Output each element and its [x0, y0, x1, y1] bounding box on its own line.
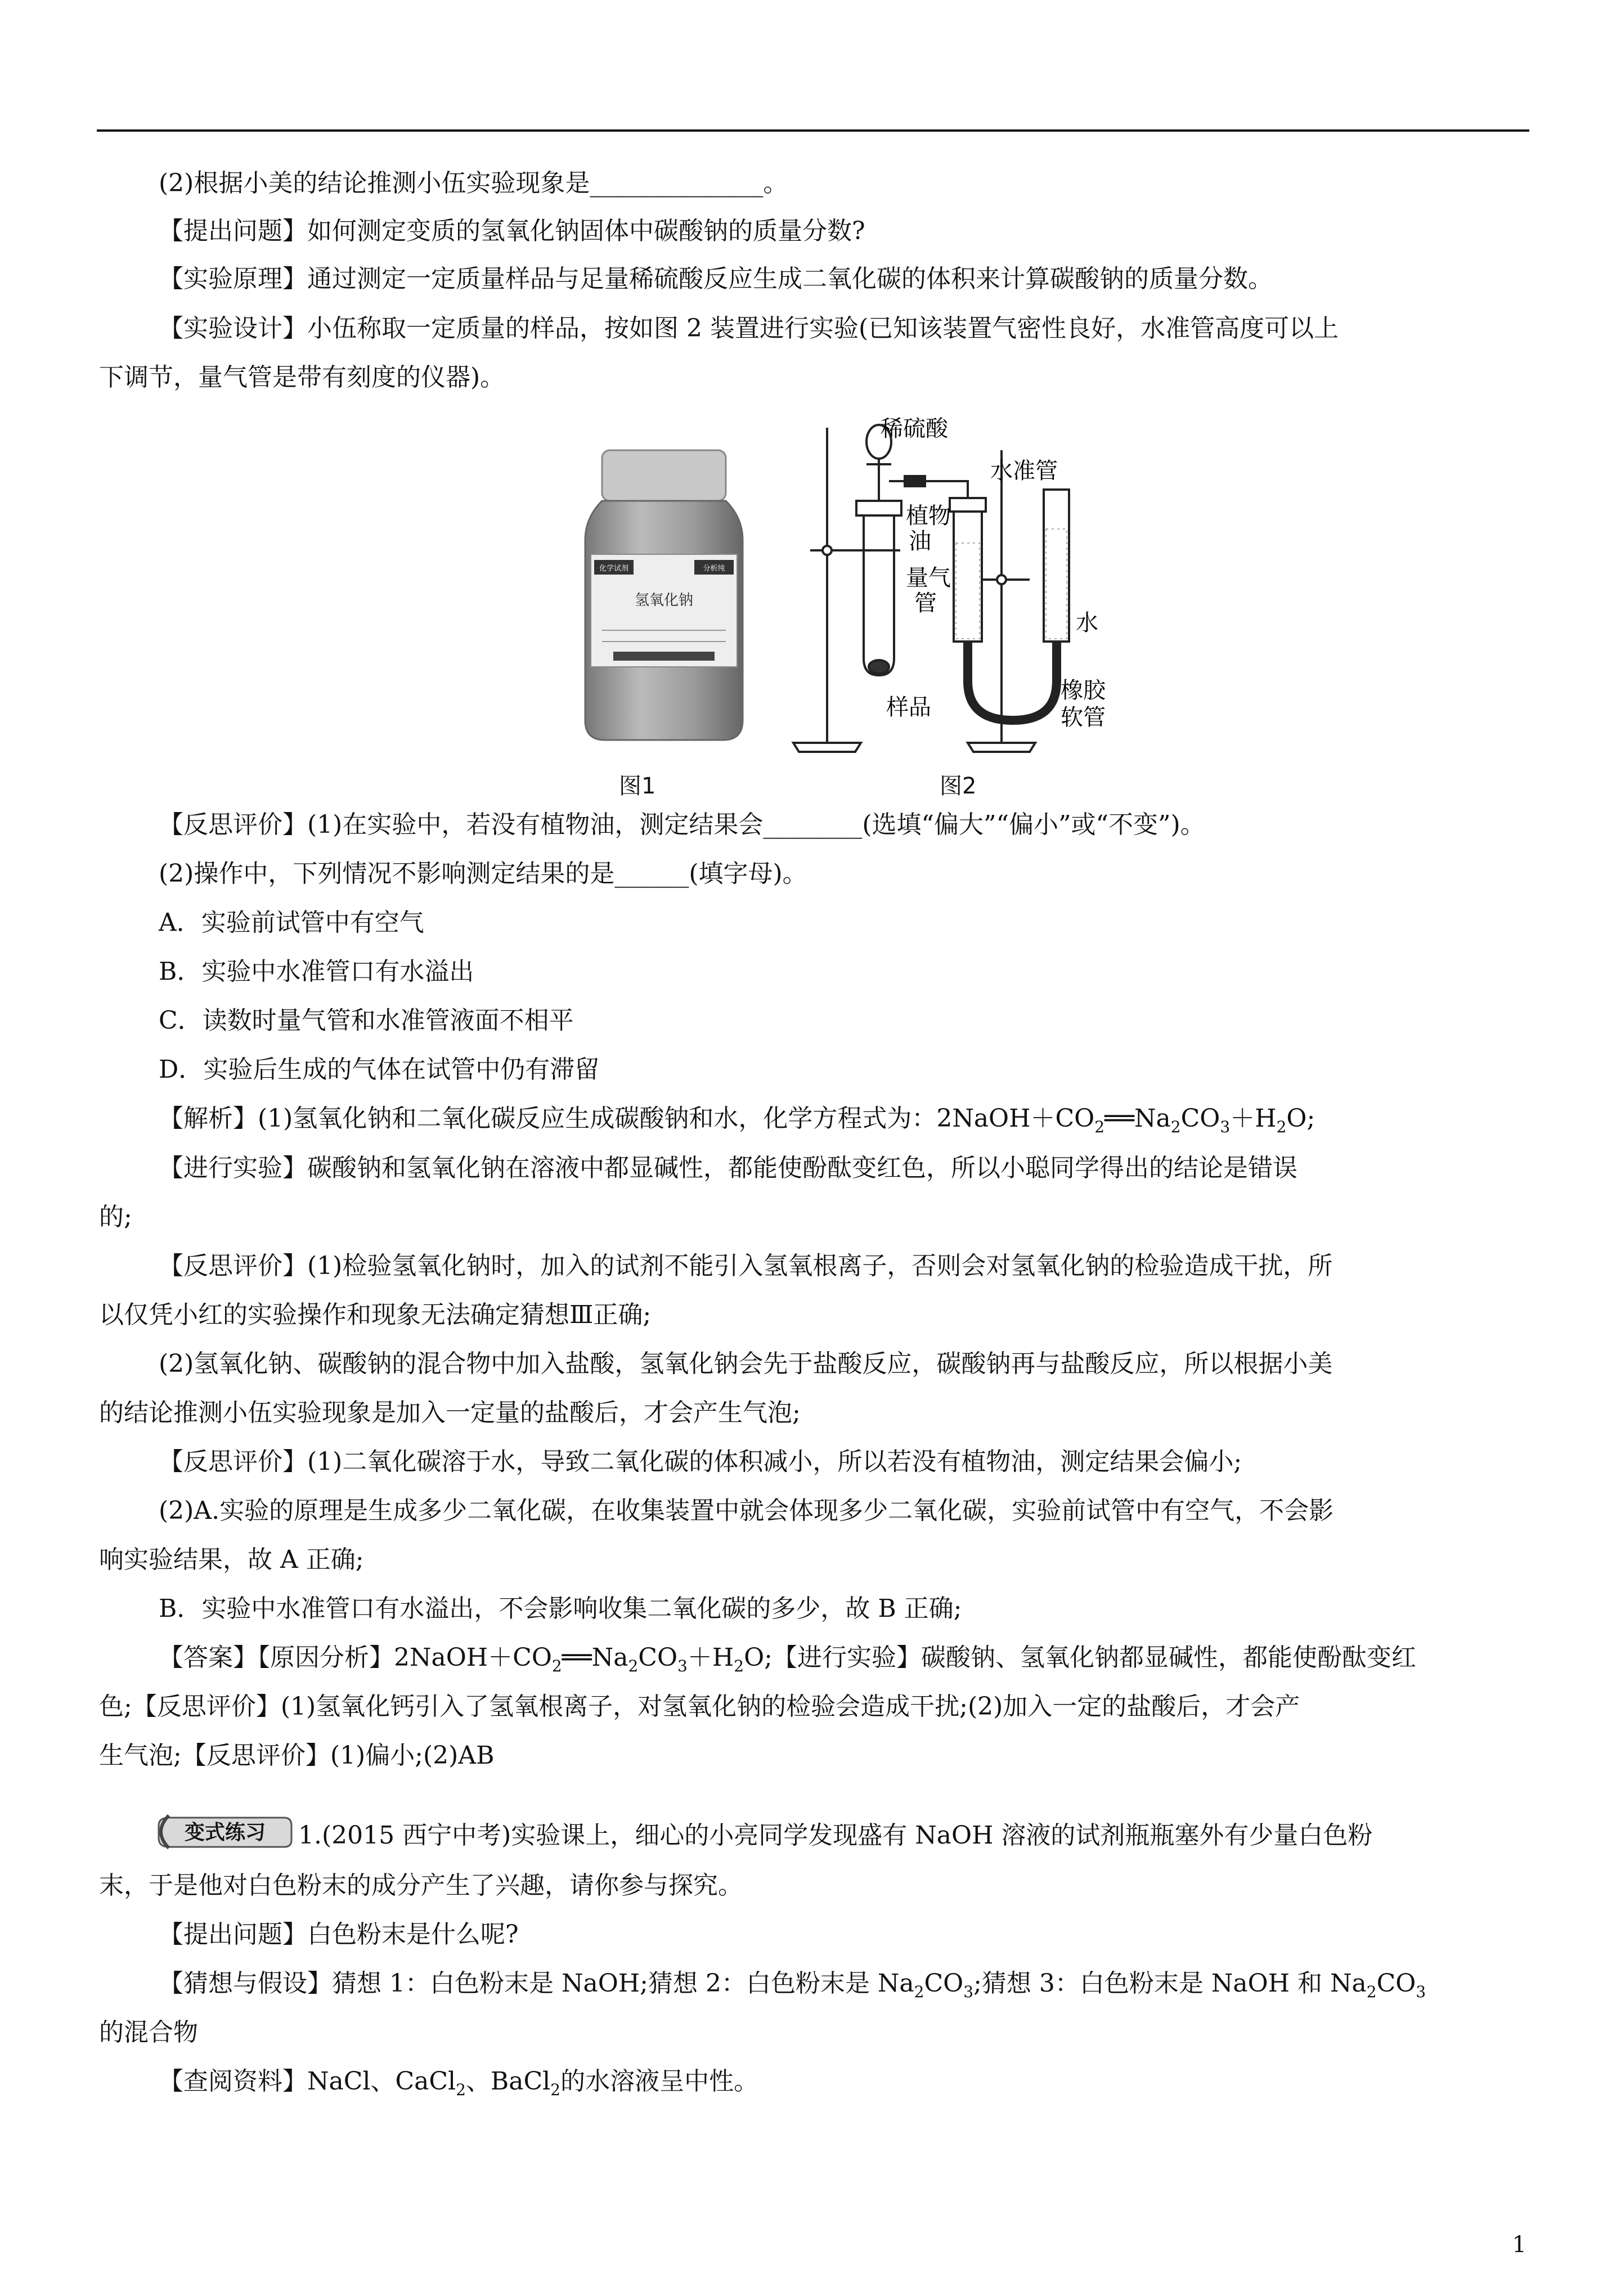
label-oil: 油 — [909, 528, 931, 554]
text-line: 下调节，量气管是带有刻度的仪器)。 — [99, 363, 505, 392]
bottle-label-small: 分析纯 — [703, 564, 725, 573]
bottle-name: 氢氧化钠 — [634, 592, 694, 609]
page-number: 1 — [1512, 2232, 1526, 2258]
label-sample: 样品 — [886, 694, 931, 720]
exercise-badge — [152, 1813, 293, 1850]
figure-1-bottle-photo — [580, 450, 748, 743]
exercise-line: 【查阅资料】NaCl、CaCl$_2$、BaCl$_2$的水溶液呈中性。 — [159, 2067, 759, 2099]
bottle-label-small: 化学试剂 — [599, 564, 629, 573]
answer-line: 色;【反思评价】(1)氢氧化钙引入了氢氧根离子，对氢氧化钠的检验会造成干扰;(2)加入一定的盐酸后，才会产 — [99, 1692, 1300, 1721]
text-line: 【实验原理】通过测定一定质量样品与足量稀硫酸反应生成二氧化碳的体积来计算碳酸钠的质量分数。 — [159, 264, 1273, 293]
text-line: 【反思评价】(1)在实验中，若没有植物油，测定结果会________(选填“偏大”“偏小”或“不变”)。 — [159, 810, 1205, 839]
badge-label: 变式练习 — [184, 1821, 266, 1844]
label-rubber: 软管 — [1061, 705, 1106, 730]
figure-2-caption: 图2 — [940, 773, 977, 799]
figure-1-caption: 图1 — [619, 773, 656, 799]
analysis-line: 【解析】(1)氢氧化钠和二氧化碳反应生成碳酸钠和水，化学方程式为：$2NaOH+CO_2══Na_2CO_3+H_2O$; — [159, 1104, 1315, 1136]
text-line: 的; — [99, 1203, 132, 1231]
exercise-line: 的混合物 — [99, 2018, 198, 2047]
text-line: (2)操作中，下列情况不影响测定结果的是______(填字母)。 — [159, 859, 807, 888]
text-line: (2)氢氧化钠、碳酸钠的混合物中加入盐酸，氢氧化钠会先于盐酸反应，碳酸钠再与盐酸反应，所以根据小美 — [159, 1349, 1333, 1378]
option-a: A．实验前试管中有空气 — [159, 908, 424, 937]
exercise-line: 【猜想与假设】猜想 1：白色粉末是 NaOH;猜想 2：白色粉末是 $Na_2CO_3$;猜想 3：白色粉末是 NaOH 和 $Na_2CO_3$ — [159, 1969, 1426, 2001]
header-rule — [97, 129, 1529, 132]
text-line: 【进行实验】碳酸钠和氢氧化钠在溶液中都显碱性，都能使酚酞变红色，所以小聪同学得出的结论是错误 — [159, 1154, 1297, 1182]
label-water: 水 — [1076, 610, 1098, 636]
option-c: C．读数时量气管和水准管液面不相平 — [159, 1006, 574, 1035]
label-gas-tube: 管 — [914, 590, 937, 616]
text-line: 响实验结果，故 A 正确; — [99, 1545, 364, 1574]
text-line: (2)根据小美的结论推测小伍实验现象是______________。 — [159, 169, 788, 198]
text-line: 以仅凭小红的实验操作和现象无法确定猜想Ⅲ正确; — [99, 1301, 652, 1329]
text-line: 【反思评价】(1)二氧化碳溶于水，导致二氧化碳的体积减小，所以若没有植物油，测定结果会偏小; — [159, 1447, 1242, 1476]
label-rubber: 橡胶 — [1061, 678, 1106, 703]
exercise-line: 【提出问题】白色粉末是什么呢? — [159, 1920, 519, 1949]
option-d: D．实验后生成的气体在试管中仍有滞留 — [159, 1055, 600, 1084]
text-line: B．实验中水准管口有水溢出，不会影响收集二氧化碳的多少，故 B 正确; — [159, 1594, 962, 1623]
figure-2-apparatus — [788, 416, 1106, 765]
text-line: 【实验设计】小伍称取一定质量的样品，按如图 2 装置进行实验(已知该装置气密性良好，水准管高度可以上 — [159, 314, 1339, 343]
label-gas-tube: 量气 — [906, 565, 951, 591]
label-acid: 稀硫酸 — [881, 416, 948, 442]
label-oil: 植物 — [906, 503, 951, 529]
text-line: 的结论推测小伍实验现象是加入一定量的盐酸后，才会产生气泡; — [99, 1398, 801, 1427]
exercise-line: 1.(2015 西宁中考)实验课上，细心的小亮同学发现盛有 NaOH 溶液的试剂瓶瓶塞外有少量白色粉 — [298, 1821, 1373, 1850]
answer-line: 生气泡;【反思评价】(1)偏小;(2)AB — [99, 1741, 495, 1770]
text-line: (2)A.实验的原理是生成多少二氧化碳，在收集装置中就会体现多少二氧化碳，实验前试管中有空气，不会影 — [159, 1496, 1334, 1525]
text-line: 【反思评价】(1)检验氢氧化钠时，加入的试剂不能引入氢氧根离子，否则会对氢氧化钠的检验造成干扰，所 — [159, 1252, 1333, 1280]
label-level-tube: 水准管 — [990, 458, 1058, 484]
exercise-line: 末，于是他对白色粉末的成分产生了兴趣，请你参与探究。 — [99, 1871, 743, 1900]
answer-line: 【答案】【原因分析】$2NaOH+CO_2══Na_2CO_3+H_2O$;【进行实验】碳酸钠、氢氧化钠都显碱性，都能使酚酞变红 — [159, 1643, 1416, 1675]
text-line: 【提出问题】如何测定变质的氢氧化钠固体中碳酸钠的质量分数? — [159, 217, 865, 245]
option-b: B．实验中水准管口有水溢出 — [159, 957, 474, 986]
